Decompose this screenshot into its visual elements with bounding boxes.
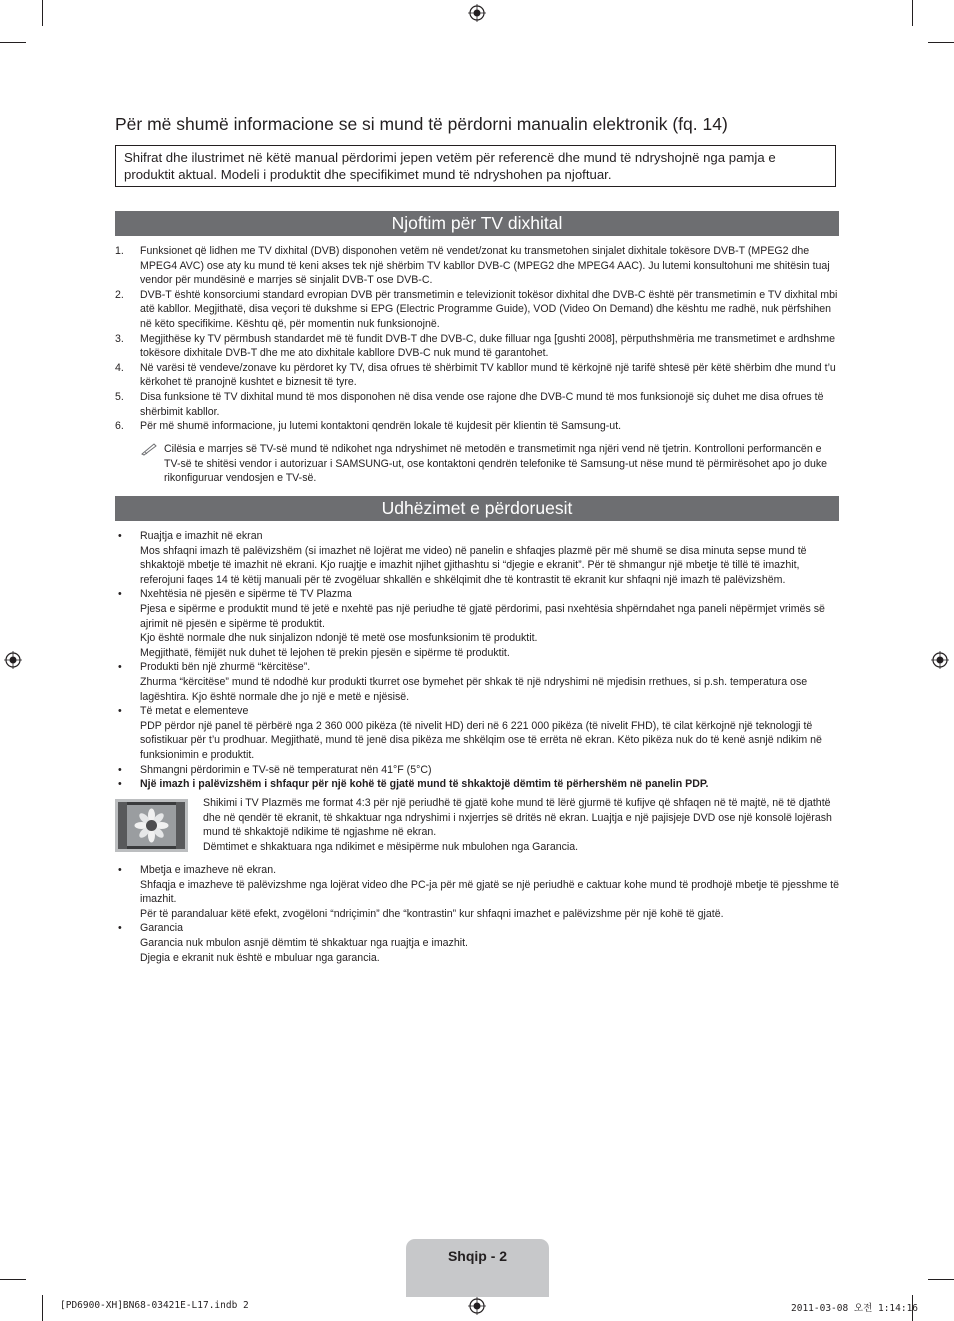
- crop-mark: [42, 1295, 43, 1321]
- burn-in-description: Shikimi i TV Plazmës me format 4:3 për një periudhë të gjatë kohe mund të lërë gjurmë të kufijve që shfaqen në të majtë, në të djathtë dhe në qendër të ekranit, të shkaktuar nga ndryshimi i nxjerrjes së dritës në ekran. Luajtja e një pajisjeje DVD ose një konsolë lojërash mund të shkaktojë ndikime të ngjashme në ekran. Dëmtimet e shkaktuara nga ndikimet e mësipërme nuk mbulohen nga Garancia.: [203, 797, 832, 853]
- reception-note: Cilësia e marrjes së TV-së mund të ndikohet nga ndryshimet në metodën e transmetimit nga njëri vend në tjetrin. Kontrolloni performancën e TV-së te shitësi vendor i autorizuar i SAMSUNG-ut, ose kontaktoni qendrën telefonike të Samsung-ut nëse mund të përmirësohet apo jo duke rikonfiguruar vendosjen e TV-së.: [140, 442, 840, 486]
- page-number: Shqip - 2: [447, 1248, 508, 1264]
- list-item: 3. Megjithëse ky TV përmbush standardet më të fundit DVB-T dhe DVB-C, duke filluar nga [gushti 2008], përputhshmëria me transmetimet e ardhshme tokësore dixhitale DVB-T dhe me ato dixhitale kabllore DVB-C nuk mund të garantohet.: [115, 332, 836, 360]
- list-item: 5. Disa funksione të TV dixhital mund të mos disponohen në disa vende ose rajone dhe DVB-C mund të mos funksionojë siç duhet me disa ofrues të shërbimit kabllor.: [115, 390, 824, 418]
- registration-mark-icon: [468, 1297, 486, 1315]
- registration-mark-icon: [931, 651, 949, 669]
- list-item: • Një imazh i palëvizshëm i shfaqur për një kohë të gjatë mund të shkaktojë dëmtim të përhershëm në panelin PDP.: [118, 778, 709, 791]
- list-item: • Ruajtja e imazhit në ekran Mos shfaqni imazh të palëvizshëm (si imazhet në lojërat me video) në panelin e shfaqjes plazmë për më shumë se disa minuta sepse mund të shkaktojë mbetje të imazhit në ekrani. Kjo ruajtje e imazhit njihet gjithashtu si “djegie e ekranit”. Për të shmangur një mbetje të tillë të imazhit, referojuni faqes 14 të këtij manuali për të zvogëluar shkallën e shkëlqimit dhe të kontrastit të ekranit kur shfaqni një imazh të palëvizshëm.: [118, 530, 807, 586]
- crop-mark: [42, 0, 43, 26]
- list-item: 1. Funksionet që lidhen me TV dixhital (DVB) disponohen vetëm në vendet/zonat ku transmetohen sinjalet dixhitale tokësore DVB-T (MPEG2 dhe MPEG4 AVC) ose aty ku mund të keni akses tek një shërbim TV kabllor DVB-C (MPEG2 dhe MPEG4 AAC). Ju lutemi konsultohuni me shitësin tuaj vendor për mundësinë e marrjes së sinjalit DVB-T ose DVB-C.: [115, 245, 830, 287]
- list-item: • Shmangni përdorimin e TV-së në temperaturat nën 41°F (5°C): [118, 763, 432, 776]
- list-item: 6. Për më shumë informacione, ju lutemi kontaktoni qendrën lokale të kujdesit për klientin të Samsung-ut.: [115, 420, 622, 433]
- digital-tv-list: [115, 244, 839, 434]
- crop-mark: [928, 1279, 954, 1280]
- list-item: • Produkti bën një zhurmë “kërcitëse”. Zhurma “kërcitëse” mund të ndodhë kur produkti tkurret ose bymehet për shkak të një ndryshimi në mjedisin rrethues, si p.sh. temperatura ose lagështira. Kjo është normale dhe jo një e metë e njësisë.: [118, 661, 808, 703]
- user-guide-list-continued: [115, 863, 839, 965]
- crop-mark: [0, 1279, 26, 1280]
- list-item: • Garancia Garancia nuk mbulon asnjë dëmtim të shkaktuar nga ruajtja e imazhit. Djegia e ekranit nuk është e mbuluar nga garancia.: [118, 922, 468, 964]
- print-slug-timestamp: 2011-03-08 오전 1:14:16: [791, 1303, 919, 1314]
- list-item: • Të metat e elementeve PDP përdor një panel të përbërë nga 2 360 000 pikëza (të nivelit HD) deri në 6 221 000 pikëza (të nivelit FHD), të cilat kërkojnë një teknologji të sofistikuar për t’u prodhuar. Megjithatë, mund të jenë disa pikëza me shkëlqim ose të errëta në ekran. Këto pikëza nuk do të kenë asnjë ndikim në funksionimin e produktit.: [118, 705, 822, 761]
- page-title: Për më shumë informacione se si mund të përdorni manualin elektronik (fq. 14): [115, 114, 728, 134]
- crop-mark: [0, 42, 26, 43]
- list-item: • Nxehtësia në pjesën e sipërme të TV Plazma Pjesa e sipërme e produktit mund të jetë e nxehtë pas një periudhe të gjatë përdorimi, pasi nxehtësia shpërndahet nga paneli nëpërmjet vrimës së ajrimit në pjesën e sipërme të produktit. Kjo është normale dhe nuk sinjalizon ndonjë të metë ose mosfunksionim të produktit. Megjithatë, fëmijët nuk duhet të lejohen të prekin pjesën e sipërme të produktit.: [118, 588, 825, 659]
- registration-mark-icon: [4, 651, 22, 669]
- disclaimer-box: Shifrat dhe ilustrimet në këtë manual përdorimi jepen vetëm për referencë dhe mund të ndryshojnë nga pamja e produktit aktual. Modeli i produktit dhe specifikimet mund të ndryshohen pa njoftuar.: [115, 145, 836, 187]
- burn-in-illustration-block: [115, 799, 839, 859]
- list-item: 4. Në varësi të vendeve/zonave ku përdoret ky TV, disa ofrues të shërbimit TV kabllor mund të kërkojnë një tarifë shtesë për këtë shërbim dhe mund t’u kërkohet të pranojnë kushtet e biznesit të tyre.: [115, 361, 836, 389]
- section-heading-digital-tv: Njoftim për TV dixhital: [115, 211, 839, 236]
- note-pencil-icon: [140, 442, 158, 456]
- user-guide-list: [115, 529, 839, 792]
- section-heading-user-guide: Udhëzimet e përdoruesit: [115, 496, 839, 521]
- crop-mark: [912, 0, 913, 26]
- registration-mark-icon: [468, 4, 486, 22]
- crop-mark: [928, 42, 954, 43]
- list-item: • Mbetja e imazheve në ekran. Shfaqja e imazheve të palëvizshme nga lojërat video dhe PC-ja për më gjatë se një periudhë e caktuar kohe mund të prodhojë mbetje të pjesshme të imazhit. Për të parandaluar këtë efekt, zvogëloni “ndriçimin” dhe “kontrastin” kur shfaqni imazhet e palëvizshme për një kohë të gjatë.: [118, 864, 840, 920]
- tv-sunflower-image: [115, 799, 188, 852]
- print-slug-file: [PD6900-XH]BN68-03421E-L17.indb 2: [60, 1300, 249, 1311]
- list-item: 2. DVB-T është konsorciumi standard evropian DVB për transmetimin e televizionit tokësor dixhital dhe DVB-C është për transmetimin e TV dixhital mbi atë kabllor. Megjithatë, disa veçori të dukshme si EPG (Electric Programme Guide), VOD (Video On Demand) dhe kështu me radhë, nuk përfshihen në këto specifikime. Kështu që, për momentin nuk funksionojnë.: [115, 288, 838, 330]
